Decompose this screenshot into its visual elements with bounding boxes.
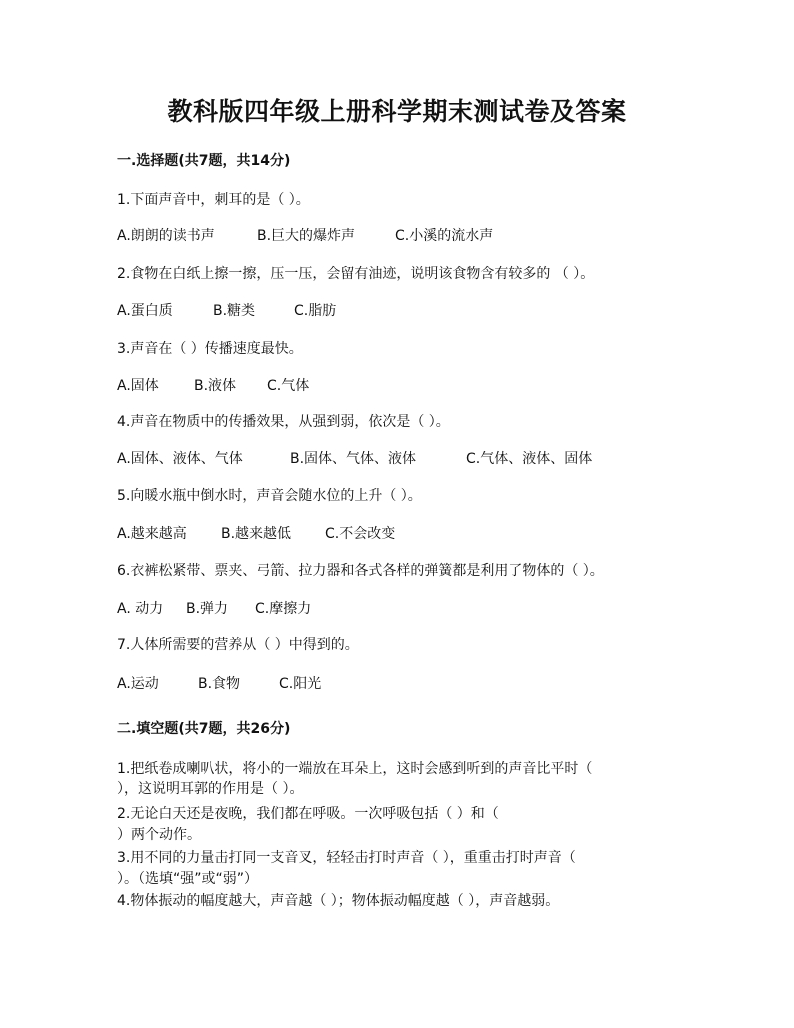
option-b: B.越来越低 [221,526,292,542]
fill-in-line: ），这说明耳郭的作用是（ ）。 [117,781,304,797]
question-options [117,600,311,618]
option-c: C.阳光 [279,676,322,692]
option-b: B.食物 [198,676,241,692]
fill-in-line: 4.物体振动的幅度越大，声音越（ ）；物体振动幅度越（ ），声音越弱。 [117,893,560,909]
option-c: C.不会改变 [325,526,396,542]
question-stem: 2.食物在白纸上擦一擦，压一压，会留有油迹，说明该食物含有较多的 （ ）。 [117,266,595,282]
document-title: 教科版四年级上册科学期末测试卷及答案 [167,97,627,126]
option-a: A.越来越高 [117,526,187,542]
question-options [117,227,493,245]
section-heading-choice: 一.选择题(共7题，共14分) [117,153,291,169]
option-a: A.朗朗的读书声 [117,228,215,244]
option-a: A.蛋白质 [117,303,173,319]
option-b: B.糖类 [213,303,256,319]
question-stem: 6.衣裤松紧带、票夹、弓箭、拉力器和各式各样的弹簧都是利用了物体的（ ）。 [117,563,604,579]
option-a: A.固体、液体、气体 [117,451,243,467]
option-c: C.气体、液体、固体 [466,451,593,467]
question-options [117,377,309,395]
option-b: B.液体 [194,378,237,394]
question-stem: 5.向暖水瓶中倒水时，声音会随水位的上升（ ）。 [117,488,422,504]
option-a: A.运动 [117,676,159,692]
option-b: B.固体、气体、液体 [290,451,417,467]
fill-in-line: ）。（选填“强”或“弱”） [117,871,259,887]
question-stem: 3.声音在（ ）传播速度最快。 [117,341,303,357]
option-a: A. 动力 [117,601,164,617]
option-c: C.摩擦力 [255,601,312,617]
option-c: C.气体 [267,378,310,394]
section-heading-fill-in: 二.填空题(共7题，共26分) [117,721,291,737]
option-b: B.弹力 [186,601,229,617]
fill-in-line: ）两个动作。 [117,827,201,843]
option-a: A.固体 [117,378,159,394]
option-c: C.脂肪 [294,303,337,319]
fill-in-line: 3.用不同的力量击打同一支音叉，轻轻击打时声音（ ），重重击打时声音（ [117,850,576,866]
option-c: C.小溪的流水声 [395,228,494,244]
question-options [117,675,321,693]
question-options [117,450,592,468]
question-options [117,525,395,543]
question-options [117,302,336,320]
question-stem: 4.声音在物质中的传播效果，从强到弱，依次是（ ）。 [117,414,450,430]
fill-in-line: 2.无论白天还是夜晚，我们都在呼吸。一次呼吸包括（ ）和（ [117,806,499,822]
question-stem: 1.下面声音中，刺耳的是（ ）。 [117,192,310,208]
option-b: B.巨大的爆炸声 [257,228,356,244]
question-stem: 7.人体所需要的营养从（ ）中得到的。 [117,637,359,653]
fill-in-line: 1.把纸卷成喇叭状，将小的一端放在耳朵上，这时会感到听到的声音比平时（ [117,761,593,777]
